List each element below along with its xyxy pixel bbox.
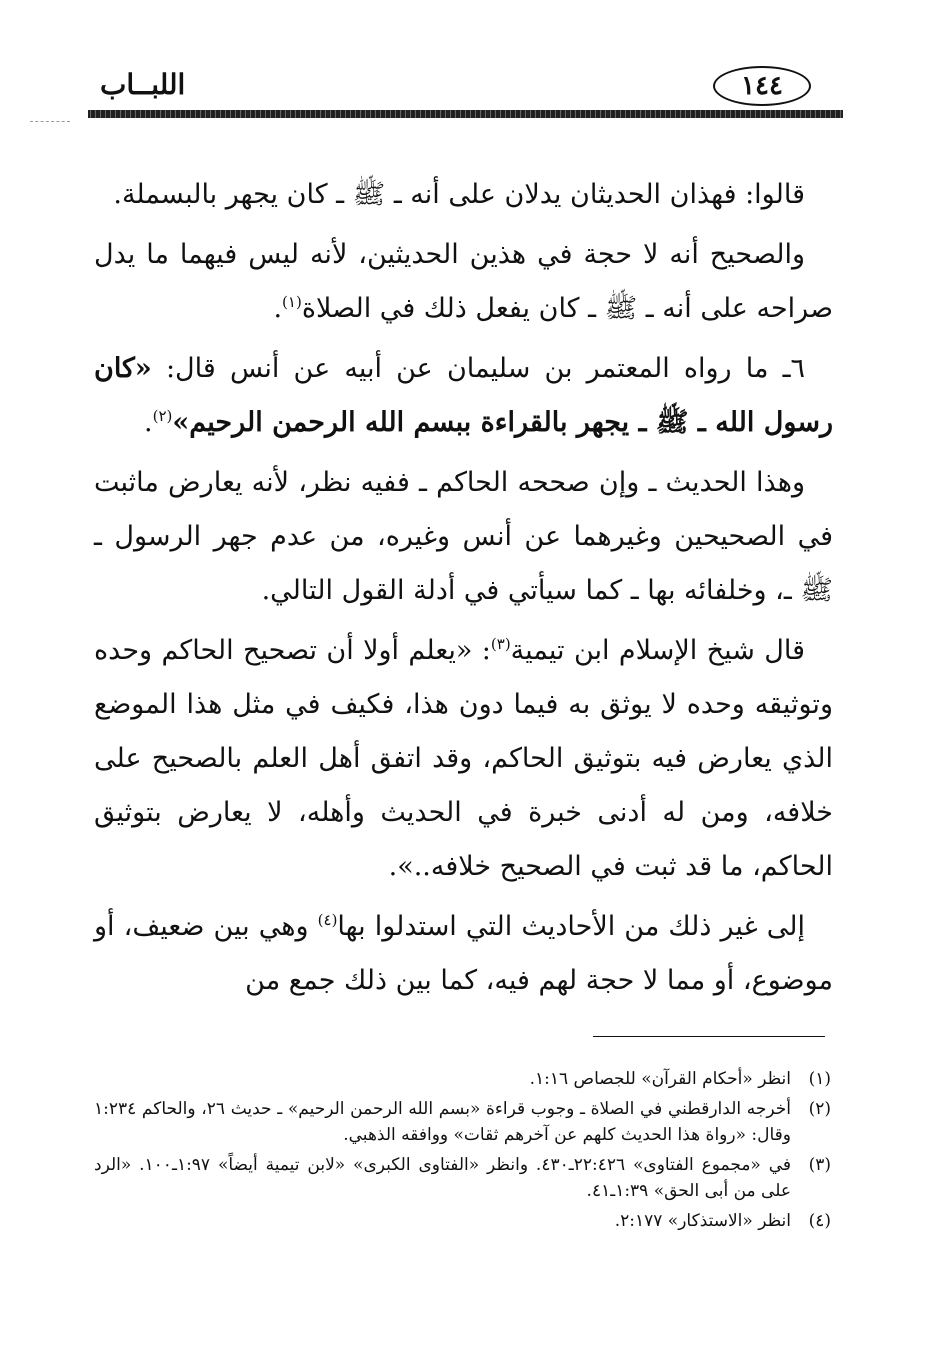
page-number: ١٤٤ <box>741 71 783 101</box>
page-header <box>90 58 843 108</box>
paragraph-6 <box>94 900 833 1008</box>
footnote-number: (١) <box>808 1069 831 1089</box>
footnote-1 <box>94 1066 831 1092</box>
paragraph-2-text: والصحيح أنه لا حجة في هذين الحديثين، لأنه ليس فيهما ما يدل صراحه على أنه ـ ﷺ ـ كان يفعل ذلك في الصلاة <box>94 239 833 324</box>
footnote-number: (٢) <box>808 1099 831 1119</box>
footnote-2 <box>94 1096 831 1148</box>
paragraph-5-start: قال شيخ الإسلام ابن تيمية <box>510 635 806 666</box>
footnote-number: (٤) <box>808 1211 831 1231</box>
paragraph-2 <box>94 228 833 336</box>
paragraph-6-rest: وهي بين ضعيف، أو موضوع، أو مما لا حجة لهم فيه، كما بين ذلك جمع من <box>94 911 833 996</box>
paragraph-6-start: إلى غير ذلك من الأحاديث التي استدلوا بها <box>337 911 805 942</box>
page-number-badge <box>713 66 811 106</box>
footnote-3 <box>94 1152 831 1204</box>
paragraph-4-text: وهذا الحديث ـ وإن صححه الحاكم ـ ففيه نظر، لأنه يعارض ماثبت في الصحيحين وغيرهما عن أنس وغيره، من عدم جهر الرسول ـ ﷺ ـ، وخلفائه بها ـ كما سيأتي في أدلة القول التالي. <box>94 467 833 606</box>
paragraph-1 <box>94 168 833 222</box>
footnote-4 <box>94 1208 831 1234</box>
body-text <box>94 168 833 1014</box>
footnote-ref-4[interactable]: (٤) <box>317 911 338 929</box>
paragraph-2-end: . <box>273 293 283 324</box>
paragraph-4 <box>94 456 833 618</box>
running-title: اللبــاب <box>100 68 186 101</box>
paragraph-5 <box>94 624 833 894</box>
footnote-number: (٣) <box>808 1155 831 1175</box>
paragraph-3 <box>94 342 833 450</box>
footnote-text: أخرجه الدارقطني في الصلاة ـ وجوب قراءة «بسم الله الرحمن الرحيم» ـ حديث ٢٦، والحاكم ١:٢٣٤ وقال: «رواة هذا الحديث كلهم عن آخرهم ثقات» ووافقه الذهبي. <box>94 1099 791 1145</box>
paragraph-3-text: ٦ـ ما رواه المعتمر بن سليمان عن أبيه عن أنس قال: <box>151 353 805 384</box>
paragraph-3-end: . <box>144 407 153 438</box>
footnote-text: انظر «أحكام القرآن» للجصاص ١:١٦. <box>529 1069 791 1089</box>
footnotes <box>94 1066 831 1238</box>
hadith-quote: «كان رسول الله ـ ﷺ ـ يجهر بالقراءة ببسم الله الرحمن الرحيم» <box>94 353 833 438</box>
header-divider <box>88 110 843 118</box>
footnote-ref-1[interactable]: (١) <box>282 293 302 311</box>
footnote-text: في «مجموع الفتاوى» ٢٢:٤٢٦ـ٤٣٠. وانظر «الفتاوى الكبرى» «لابن تيمية أيضاً» ١:٩٧ـ١٠٠. «الرد على من أبى الحق» ١:٣٩ـ٤١. <box>94 1155 792 1201</box>
margin-mark <box>30 121 70 122</box>
paragraph-1-text: قالوا: فهذان الحديثان يدلان على أنه ـ ﷺ ـ كان يجهر بالبسملة. <box>113 179 805 210</box>
footnote-ref-3[interactable]: (٣) <box>490 635 511 653</box>
footnote-text: انظر «الاستذكار» ٢:١٧٧. <box>614 1211 791 1231</box>
paragraph-5-rest: : «يعلم أولا أن تصحيح الحاكم وحده وتوثيقه وحده لا يوثق به فيما دون هذا، فكيف في مثل هذا الموضع الذي يعارض فيه بتوثيق الحاكم، وقد اتفق أهل العلم بالصحيح على خلافه، ومن له أدنى خبرة في الحديث وأهله، لا يعارض بتوثيق الحاكم، ما قد ثبت في الصحيح خلافه..». <box>94 635 833 882</box>
footnote-ref-2[interactable]: (٢) <box>152 407 173 425</box>
footnote-divider <box>593 1036 825 1037</box>
